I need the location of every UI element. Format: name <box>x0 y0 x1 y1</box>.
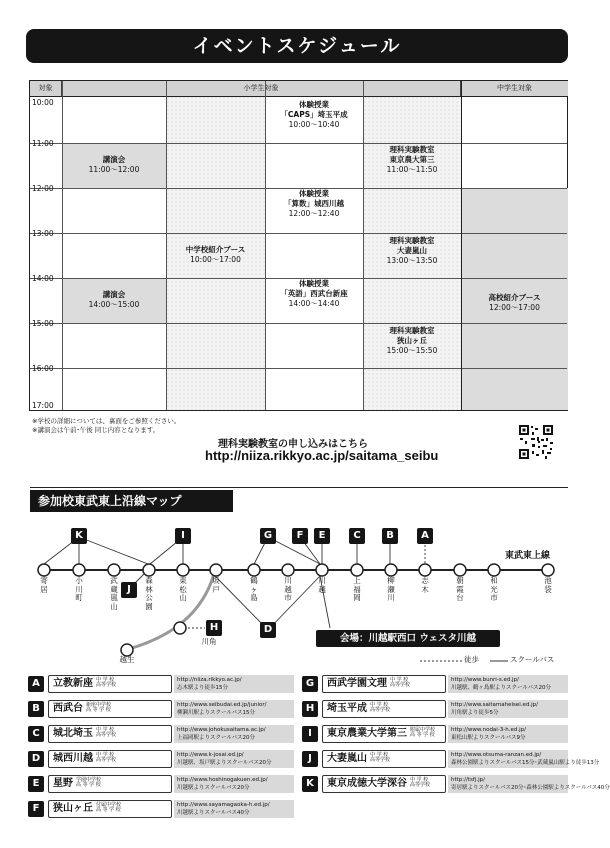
event-name: 中学校紹介ブース <box>185 245 246 254</box>
school-kind: 高 等 学 校 <box>76 782 101 788</box>
school-kind: 中 学 校 <box>96 676 115 683</box>
station-label: 上福岡 <box>353 576 361 602</box>
station-label: 坂戸 <box>212 576 220 594</box>
school-kind: 高 等 学 校 <box>86 707 111 713</box>
school-letter: A <box>28 676 44 692</box>
trial-class-2 <box>265 189 363 219</box>
school-url[interactable]: http://www.seibudai.ed.jp/junior/ <box>177 702 267 708</box>
school-marker-c[interactable]: C <box>349 528 365 544</box>
school-name: 星野 <box>53 778 73 789</box>
school-entry-a[interactable] <box>28 674 290 696</box>
trial-class-1 <box>265 100 363 130</box>
school-url[interactable]: http://www.johokusaitama.ac.jp/ <box>177 727 266 733</box>
station-label: 小川町 <box>75 576 83 602</box>
event-line1: 体験授業 <box>299 279 329 288</box>
school-kind: 高等学校 <box>96 682 117 688</box>
school-marker-e[interactable]: E <box>314 528 330 544</box>
school-info <box>174 775 294 793</box>
school-access: 川角駅より徒歩5分 <box>451 710 499 716</box>
school-marker-i[interactable]: I <box>175 528 191 544</box>
school-kind: 高等学校 <box>410 782 431 788</box>
science-class-2 <box>363 236 461 266</box>
school-kind: 中 学 校 <box>370 701 389 708</box>
school-url[interactable]: http://www.hoshinogakuen.ed.jp/ <box>177 777 268 783</box>
event-time: 12:00～12:40 <box>288 209 340 218</box>
event-time: 10:00～17:00 <box>190 255 241 264</box>
column-divider <box>461 81 462 410</box>
school-letter: E <box>28 776 44 792</box>
station-label: 川角 <box>201 637 217 646</box>
school-letter: K <box>302 776 318 792</box>
school-name-box <box>48 675 172 693</box>
school-entry-d[interactable] <box>28 749 290 771</box>
school-info <box>174 725 294 743</box>
school-access: 東松山駅よりスクールバス9分 <box>451 735 526 741</box>
station-label: 鶴ヶ島 <box>250 576 258 602</box>
event-line1: 理科実験教室 <box>389 145 435 154</box>
school-name: 東京成徳大学深谷 <box>327 778 407 789</box>
elementary-column-header: 小学生対象 <box>62 81 461 96</box>
school-kind: 附属中学校 <box>410 726 436 733</box>
school-name-box <box>322 675 446 693</box>
lecture-am <box>62 155 166 175</box>
trial-class-3 <box>265 279 363 309</box>
school-letter: J <box>302 751 318 767</box>
legend-walk: 徒歩 <box>464 655 479 664</box>
school-access: 柳瀬川駅よりスクールバス15分 <box>177 710 256 716</box>
school-name-box <box>322 750 446 768</box>
school-letter: H <box>302 701 318 717</box>
time-label: 10:00 <box>32 98 54 107</box>
apply-label: 理科実験教室の申し込みはこちら <box>218 439 368 450</box>
school-access: 川越駅、鶴ヶ島駅よりスクールバス20分 <box>451 685 552 691</box>
station-label: 志木 <box>421 576 429 594</box>
school-access: 川越駅よりスクールバス20分 <box>177 785 250 791</box>
school-kind: 高等学校 <box>370 757 391 763</box>
junior-school-booth <box>166 245 265 265</box>
school-info <box>174 700 294 718</box>
legend-bus: スクールバス <box>510 655 555 664</box>
event-line1: 理科実験教室 <box>389 236 435 245</box>
school-kind: 中 学 校 <box>390 676 409 683</box>
station-label: 武蔵嵐山 <box>110 576 118 611</box>
school-access: 森林公園駅よりスクールバス15分･武蔵嵐山駅より徒歩13分 <box>451 760 600 766</box>
event-time: 11:00～11:50 <box>386 165 438 174</box>
school-info <box>174 675 294 693</box>
column-divider <box>62 81 63 410</box>
venue-label: 会場：川越駅西口 ウェスタ川越 <box>316 630 500 647</box>
qr-code-icon <box>518 424 554 460</box>
school-access: 寄居駅よりスクールバス20分･森林公園駅よりスクールバス40分 <box>451 785 610 791</box>
school-kind: 高 等 学 校 <box>96 807 121 813</box>
event-time: 14:00～14:40 <box>288 299 340 308</box>
school-url[interactable]: http://tsfj.jp/ <box>451 777 485 783</box>
time-label: 12:00 <box>32 184 54 193</box>
school-name: 埼玉平成 <box>327 703 367 714</box>
school-kind: 付属中学校 <box>96 801 122 808</box>
school-entry-f[interactable] <box>28 799 290 821</box>
event-time: 15:00～15:50 <box>386 346 438 355</box>
school-url[interactable]: http://www.otsuma-ranzan.ed.jp/ <box>451 752 542 758</box>
schedule-table <box>29 80 568 411</box>
event-name: 講演会 <box>102 290 126 299</box>
school-info <box>448 775 610 793</box>
school-entry-c[interactable] <box>28 724 290 746</box>
target-column-header: 対象 <box>30 81 62 96</box>
school-access: 川越駅よりスクールバス40分 <box>177 810 250 816</box>
school-url[interactable]: http://www.saitamaheisei.ed.jp/ <box>451 702 539 708</box>
school-access: 志木駅より徒歩15分 <box>177 685 228 691</box>
school-name: 東京農業大学第三 <box>327 728 407 739</box>
school-marker-b[interactable]: B <box>382 528 398 544</box>
science-class-3 <box>363 326 461 356</box>
school-letter: C <box>28 726 44 742</box>
school-name-box <box>322 700 446 718</box>
note-line: ※学校の詳細については、裏面をご参照ください。 <box>32 417 181 425</box>
event-line2: 「英語」西武台新座 <box>280 289 348 298</box>
station-label: 川越市 <box>284 576 292 602</box>
event-line2: 東京農大第三 <box>389 155 435 164</box>
hour-line <box>30 368 567 369</box>
high-school-booth <box>461 293 568 313</box>
hour-line <box>30 143 567 144</box>
school-letter: F <box>28 801 44 817</box>
school-letter: I <box>302 726 318 742</box>
schedule-notes <box>32 417 180 435</box>
school-name: 西武台 <box>53 703 83 714</box>
station-label: 森林公園 <box>145 576 153 611</box>
school-kind: 新座中学校 <box>86 701 112 708</box>
school-marker-a[interactable]: A <box>417 528 433 544</box>
school-kind: 高等学校 <box>96 732 117 738</box>
event-line2: 大妻嵐山 <box>397 246 427 255</box>
station-label: 池袋 <box>544 576 552 594</box>
apply-url-link[interactable]: http://niiza.rikkyo.ac.jp/saitama_seibu <box>205 448 439 463</box>
school-name: 西武学園文理 <box>327 678 387 689</box>
school-letter: D <box>28 751 44 767</box>
school-kind: 中 学 校 <box>96 751 115 758</box>
hour-line <box>30 233 567 234</box>
event-line1: 体験授業 <box>299 100 329 109</box>
school-url[interactable]: http://www.nodai-3-h.ed.jp/ <box>451 727 527 733</box>
school-kind: 学園中学校 <box>76 776 102 783</box>
school-info <box>448 700 568 718</box>
lecture-pm <box>62 290 166 310</box>
school-name-box <box>48 700 172 718</box>
school-letter: B <box>28 701 44 717</box>
hour-line <box>30 323 567 324</box>
school-kind: 中 学 校 <box>370 751 389 758</box>
school-name-box <box>48 725 172 743</box>
school-info <box>448 675 568 693</box>
school-url[interactable]: http://www.sayamagaoka-h.ed.jp/ <box>177 802 270 808</box>
event-line1: 理科実験教室 <box>389 326 435 335</box>
school-name: 城北埼玉 <box>53 728 93 739</box>
school-name-box <box>48 800 172 818</box>
school-access: 上福岡駅よりスクールバス20分 <box>177 735 256 741</box>
school-letter: G <box>302 676 318 692</box>
time-label: 17:00 <box>32 401 54 410</box>
event-line2: 「CAPS」埼玉平成 <box>280 110 348 119</box>
line-name: 東武東上線 <box>505 551 551 561</box>
school-name-box <box>322 775 446 793</box>
school-entry-k[interactable] <box>302 774 610 796</box>
school-name: 城西川越 <box>53 753 93 764</box>
station-label: 柳瀬川 <box>387 576 395 602</box>
station-label: 和光市 <box>490 576 498 602</box>
school-url[interactable]: http://www.k-josai.ed.jp/ <box>177 752 244 758</box>
school-kind: 中 学 校 <box>96 726 115 733</box>
school-access: 川越駅、坂戸駅よりスクールバス20分 <box>177 760 272 766</box>
school-entry-h[interactable] <box>302 699 564 721</box>
school-name-box <box>48 775 172 793</box>
event-time: 14:00～15:00 <box>88 300 140 309</box>
time-label: 11:00 <box>32 139 54 148</box>
school-marker-j[interactable]: J <box>121 582 137 598</box>
school-kind: 高 等 学 校 <box>410 732 435 738</box>
event-name: 講演会 <box>102 155 126 164</box>
station-label: 寄居 <box>40 576 48 594</box>
school-entry-e[interactable] <box>28 774 290 796</box>
school-name-box <box>322 725 446 743</box>
time-label: 15:00 <box>32 319 54 328</box>
event-line2: 狭山ヶ丘 <box>397 336 427 345</box>
school-name: 大妻嵐山 <box>327 753 367 764</box>
school-marker-k[interactable]: K <box>71 528 87 544</box>
time-label: 16:00 <box>32 364 54 373</box>
station-label: 朝霞台 <box>456 576 464 602</box>
school-marker-g[interactable]: G <box>260 528 276 544</box>
page-title: イベントスケジュール <box>26 29 568 63</box>
school-info <box>174 750 294 768</box>
school-kind: 高等学校 <box>96 757 117 763</box>
event-line1: 体験授業 <box>299 189 329 198</box>
school-kind: 高等学校 <box>390 682 411 688</box>
section-divider <box>30 487 568 488</box>
time-label: 13:00 <box>32 229 54 238</box>
station-label: 川越 <box>318 576 326 594</box>
time-label: 14:00 <box>32 274 54 283</box>
school-kind: 高等学校 <box>370 707 391 713</box>
school-name: 狭山ヶ丘 <box>53 803 93 814</box>
school-marker-h[interactable]: H <box>206 620 222 636</box>
hour-line <box>30 96 567 97</box>
science-class-1 <box>363 145 461 175</box>
school-entry-j[interactable] <box>302 749 600 771</box>
map-title: 参加校東武東上沿線マップ <box>30 490 233 512</box>
event-line2: 「算数」城西川越 <box>284 199 344 208</box>
station-label: 東松山 <box>179 576 187 602</box>
column-divider <box>265 81 266 410</box>
event-time: 12:00～17:00 <box>489 303 540 312</box>
junior-column-header: 中学生対象 <box>461 81 568 96</box>
school-name: 立教新座 <box>53 678 93 689</box>
school-url[interactable]: http://niiza.rikkyo.ac.jp/ <box>177 677 242 683</box>
school-entry-b[interactable] <box>28 699 290 721</box>
school-marker-d[interactable]: D <box>260 622 276 638</box>
school-url[interactable]: http://www.bunri-s.ed.jp/ <box>451 677 519 683</box>
school-info <box>174 800 294 818</box>
event-time: 11:00～12:00 <box>88 165 140 174</box>
school-entry-i[interactable] <box>302 724 564 746</box>
school-info <box>448 750 600 768</box>
school-kind: 中 学 校 <box>410 776 429 783</box>
school-marker-f[interactable]: F <box>292 528 308 544</box>
school-name-box <box>48 750 172 768</box>
event-time: 13:00～13:50 <box>386 256 438 265</box>
school-entry-g[interactable] <box>302 674 564 696</box>
event-time: 10:00～10:40 <box>288 120 340 129</box>
event-name: 高校紹介ブース <box>488 293 541 302</box>
station-label: 越生 <box>119 655 135 664</box>
note-line: ※講演会は午前･午後 同じ内容となります。 <box>32 426 160 434</box>
school-info <box>448 725 568 743</box>
